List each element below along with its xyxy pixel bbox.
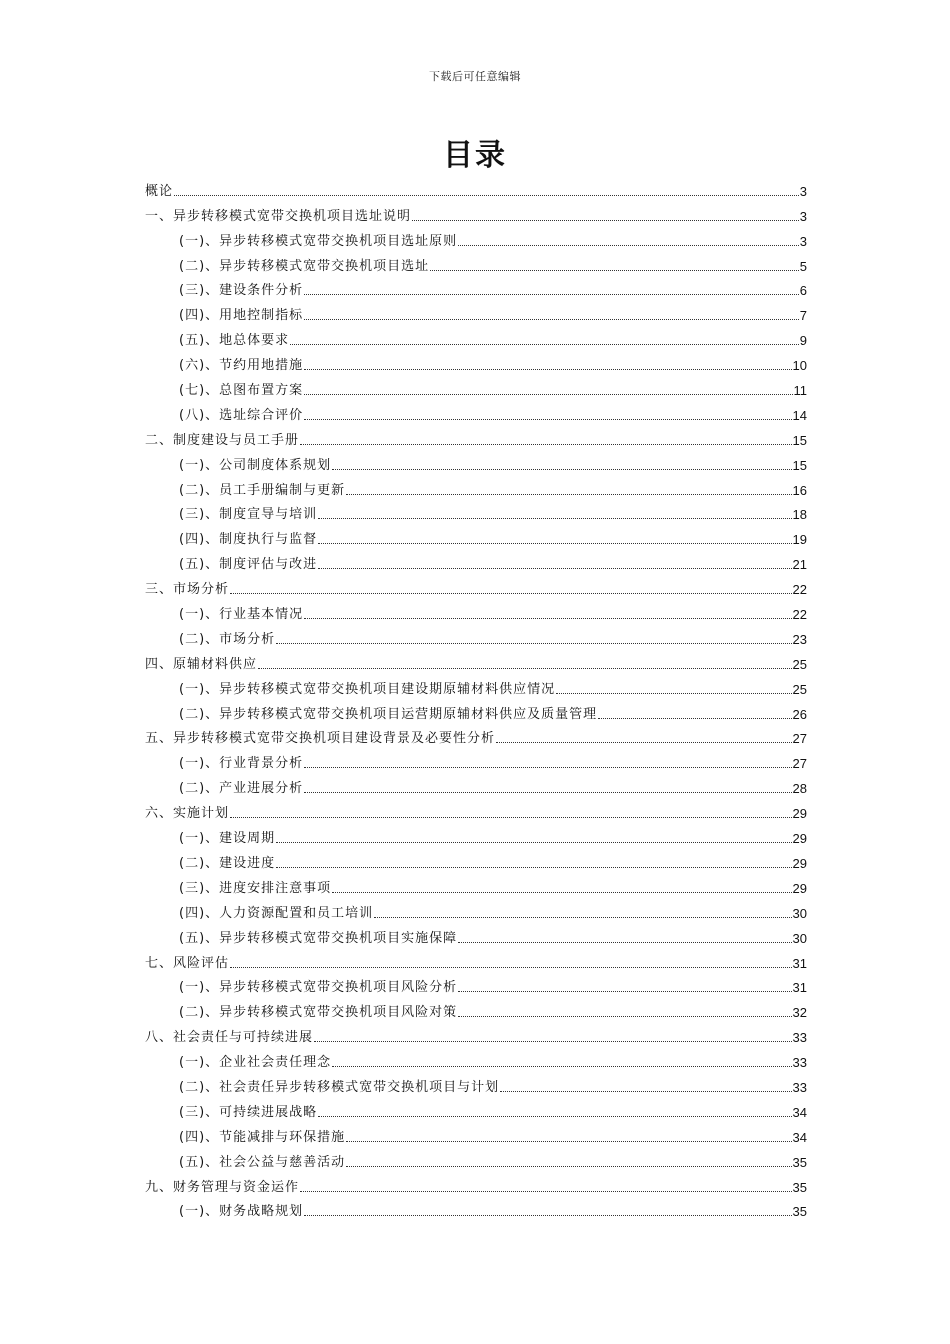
toc-entry[interactable] (145, 648, 807, 673)
toc-entry-title: (三)、可持续进展战略 (179, 1104, 318, 1120)
toc-entry-title: 七、风险评估 (145, 955, 230, 971)
dot-leader (304, 618, 791, 619)
toc-entry-title: 六、实施计划 (145, 806, 230, 822)
dot-leader (258, 668, 792, 669)
toc-entry-title: (三)、制度宣导与培训 (179, 507, 318, 523)
dot-leader (346, 494, 791, 495)
toc-entry-page-number: 35 (792, 1154, 807, 1170)
toc-entry[interactable] (145, 324, 807, 349)
toc-entry-title: (一)、公司制度体系规划 (179, 457, 332, 473)
toc-entry-page-number: 22 (792, 582, 807, 598)
toc-entry-page-number: 33 (792, 1079, 807, 1095)
dot-leader (318, 518, 791, 519)
dot-leader (556, 693, 791, 694)
toc-entry[interactable] (145, 225, 807, 250)
dot-leader (458, 991, 791, 992)
toc-entry-title: (二)、市场分析 (179, 631, 276, 647)
toc-entry-title: (一)、行业背景分析 (179, 756, 304, 772)
toc-entry-page-number: 5 (799, 258, 807, 274)
dot-leader (304, 319, 799, 320)
toc-entry[interactable] (145, 673, 807, 698)
toc-entry-page-number: 35 (792, 1204, 807, 1220)
toc-entry-page-number: 3 (799, 208, 807, 224)
dot-leader (318, 1116, 791, 1117)
toc-entry-page-number: 3 (799, 183, 807, 199)
toc-entry[interactable] (145, 1196, 807, 1221)
toc-entry-page-number: 21 (792, 557, 807, 573)
dot-leader (458, 1016, 791, 1017)
dot-leader (430, 270, 799, 271)
toc-entry[interactable] (145, 299, 807, 324)
toc-entry[interactable] (145, 250, 807, 275)
toc-entry-title: 五、异步转移模式宽带交换机项目建设背景及必要性分析 (145, 731, 496, 747)
toc-entry[interactable] (145, 474, 807, 499)
toc-entry-title: (四)、制度执行与监督 (179, 532, 318, 548)
toc-entry[interactable] (145, 1146, 807, 1171)
dot-leader (304, 294, 799, 295)
toc-entry-page-number: 11 (793, 383, 807, 399)
toc-entry-page-number: 30 (792, 905, 807, 921)
toc-entry-page-number: 32 (792, 1005, 807, 1021)
toc-entry-page-number: 29 (792, 880, 807, 896)
dot-leader (318, 568, 791, 569)
table-of-contents (145, 175, 807, 1220)
toc-entry-page-number: 22 (792, 607, 807, 623)
dot-leader (300, 444, 792, 445)
toc-entry-page-number: 9 (799, 333, 807, 349)
dot-leader (276, 867, 791, 868)
toc-entry-title: 三、市场分析 (145, 582, 230, 598)
toc-entry-page-number: 29 (792, 831, 807, 847)
toc-entry-title: (一)、财务战略规划 (179, 1204, 304, 1220)
toc-entry-page-number: 29 (792, 806, 807, 822)
toc-entry-title: (二)、社会责任异步转移模式宽带交换机项目与计划 (179, 1079, 500, 1095)
toc-entry[interactable] (145, 1096, 807, 1121)
toc-entry[interactable] (145, 349, 807, 374)
toc-entry-page-number: 27 (792, 731, 807, 747)
toc-entry-page-number: 10 (792, 358, 807, 374)
toc-entry-page-number: 34 (792, 1104, 807, 1120)
toc-entry-title: (一)、异步转移模式宽带交换机项目建设期原辅材料供应情况 (179, 681, 556, 697)
toc-entry-title: (二)、建设进度 (179, 855, 276, 871)
toc-entry-page-number: 31 (792, 980, 807, 996)
toc-entry-page-number: 26 (792, 706, 807, 722)
dot-leader (304, 792, 791, 793)
toc-entry-title: (一)、异步转移模式宽带交换机项目风险分析 (179, 980, 458, 996)
dot-leader (412, 220, 799, 221)
toc-entry[interactable] (145, 922, 807, 947)
toc-entry[interactable] (145, 872, 807, 897)
toc-entry-page-number: 7 (799, 308, 807, 324)
toc-entry-title: 八、社会责任与可持续进展 (145, 1030, 314, 1046)
toc-entry-title: 四、原辅材料供应 (145, 656, 258, 672)
dot-leader (500, 1091, 791, 1092)
toc-entry[interactable] (145, 723, 807, 748)
toc-entry[interactable] (145, 175, 807, 200)
toc-entry-page-number: 29 (792, 855, 807, 871)
toc-entry-page-number: 28 (792, 781, 807, 797)
dot-leader (304, 394, 792, 395)
toc-entry-page-number: 31 (792, 955, 807, 971)
dot-leader (332, 1066, 791, 1067)
toc-entry-title: (六)、节约用地措施 (179, 358, 304, 374)
toc-entry-title: (五)、异步转移模式宽带交换机项目实施保障 (179, 930, 458, 946)
toc-entry[interactable] (145, 972, 807, 997)
dot-leader (300, 1191, 792, 1192)
dot-leader (230, 817, 792, 818)
dot-leader (314, 1041, 792, 1042)
toc-entry[interactable] (145, 275, 807, 300)
toc-entry[interactable] (145, 847, 807, 872)
dot-leader (374, 917, 791, 918)
toc-entry-page-number: 6 (799, 283, 807, 299)
toc-entry[interactable] (145, 449, 807, 474)
toc-entry[interactable] (145, 1071, 807, 1096)
toc-entry[interactable] (145, 548, 807, 573)
toc-entry[interactable] (145, 897, 807, 922)
toc-entry-page-number: 30 (792, 930, 807, 946)
toc-entry[interactable] (145, 772, 807, 797)
toc-entry-page-number: 34 (792, 1129, 807, 1145)
toc-entry-title: (三)、进度安排注意事项 (179, 880, 332, 896)
toc-entry-title: (二)、异步转移模式宽带交换机项目风险对策 (179, 1005, 458, 1021)
dot-leader (230, 967, 792, 968)
toc-entry[interactable] (145, 374, 807, 399)
toc-entry-title: (五)、社会公益与慈善活动 (179, 1154, 346, 1170)
toc-entry-page-number: 15 (792, 432, 807, 448)
toc-entry-title: (二)、异步转移模式宽带交换机项目运营期原辅材料供应及质量管理 (179, 706, 598, 722)
dot-leader (304, 369, 791, 370)
dot-leader (174, 195, 799, 196)
dot-leader (276, 643, 791, 644)
toc-entry[interactable] (145, 747, 807, 772)
toc-entry[interactable] (145, 1121, 807, 1146)
toc-entry[interactable] (145, 1021, 807, 1046)
dot-leader (458, 245, 799, 246)
toc-entry-title: (四)、用地控制指标 (179, 308, 304, 324)
toc-entry-title: (一)、建设周期 (179, 831, 276, 847)
toc-entry-title: (三)、建设条件分析 (179, 283, 304, 299)
toc-entry-title: (二)、员工手册编制与更新 (179, 482, 346, 498)
header-note: 下载后可任意编辑 (429, 70, 521, 83)
toc-entry-title: (二)、产业进展分析 (179, 781, 304, 797)
toc-entry[interactable] (145, 523, 807, 548)
toc-entry-page-number: 14 (792, 407, 807, 423)
toc-entry-page-number: 19 (792, 532, 807, 548)
toc-entry[interactable] (145, 598, 807, 623)
dot-leader (496, 742, 792, 743)
toc-entry-title: 概论 (145, 183, 174, 199)
dot-leader (304, 1215, 791, 1216)
toc-entry-title: (一)、行业基本情况 (179, 607, 304, 623)
toc-entry[interactable] (145, 996, 807, 1021)
toc-entry-page-number: 3 (799, 233, 807, 249)
toc-entry-page-number: 25 (792, 681, 807, 697)
toc-entry-title: 九、财务管理与资金运作 (145, 1179, 300, 1195)
toc-entry[interactable] (145, 623, 807, 648)
toc-entry-title: (八)、选址综合评价 (179, 407, 304, 423)
toc-entry[interactable] (145, 499, 807, 524)
toc-entry[interactable] (145, 573, 807, 598)
dot-leader (346, 1141, 791, 1142)
toc-entry[interactable] (145, 200, 807, 225)
toc-entry-page-number: 25 (792, 656, 807, 672)
toc-entry[interactable] (145, 399, 807, 424)
toc-entry-title: (一)、企业社会责任理念 (179, 1055, 332, 1071)
dot-leader (230, 593, 792, 594)
toc-entry-title: 一、异步转移模式宽带交换机项目选址说明 (145, 208, 412, 224)
toc-entry-page-number: 16 (792, 482, 807, 498)
toc-entry-title: (四)、节能减排与环保措施 (179, 1129, 346, 1145)
toc-entry-title: (七)、总图布置方案 (179, 383, 304, 399)
dot-leader (290, 344, 799, 345)
dot-leader (458, 942, 791, 943)
dot-leader (276, 842, 791, 843)
toc-entry-title: (五)、制度评估与改进 (179, 557, 318, 573)
dot-leader (598, 718, 791, 719)
toc-entry-page-number: 35 (792, 1179, 807, 1195)
toc-entry-title: (五)、地总体要求 (179, 333, 290, 349)
dot-leader (332, 892, 791, 893)
dot-leader (346, 1166, 791, 1167)
toc-entry[interactable] (145, 822, 807, 847)
toc-entry-title: (二)、异步转移模式宽带交换机项目选址 (179, 258, 430, 274)
toc-entry[interactable] (145, 797, 807, 822)
dot-leader (304, 419, 791, 420)
toc-entry[interactable] (145, 1046, 807, 1071)
dot-leader (304, 767, 791, 768)
toc-entry-page-number: 15 (792, 457, 807, 473)
toc-entry-page-number: 33 (792, 1055, 807, 1071)
toc-entry-title: (四)、人力资源配置和员工培训 (179, 905, 374, 921)
toc-entry-title: 二、制度建设与员工手册 (145, 432, 300, 448)
toc-entry-page-number: 23 (792, 631, 807, 647)
dot-leader (332, 469, 791, 470)
toc-entry[interactable] (145, 424, 807, 449)
toc-entry-title: (一)、异步转移模式宽带交换机项目选址原则 (179, 233, 458, 249)
toc-entry-page-number: 18 (792, 507, 807, 523)
toc-entry[interactable] (145, 698, 807, 723)
dot-leader (318, 543, 791, 544)
toc-entry[interactable] (145, 947, 807, 972)
toc-entry-page-number: 33 (792, 1030, 807, 1046)
toc-entry-page-number: 27 (792, 756, 807, 772)
toc-entry[interactable] (145, 1171, 807, 1196)
page-title: 目录 (443, 138, 507, 173)
